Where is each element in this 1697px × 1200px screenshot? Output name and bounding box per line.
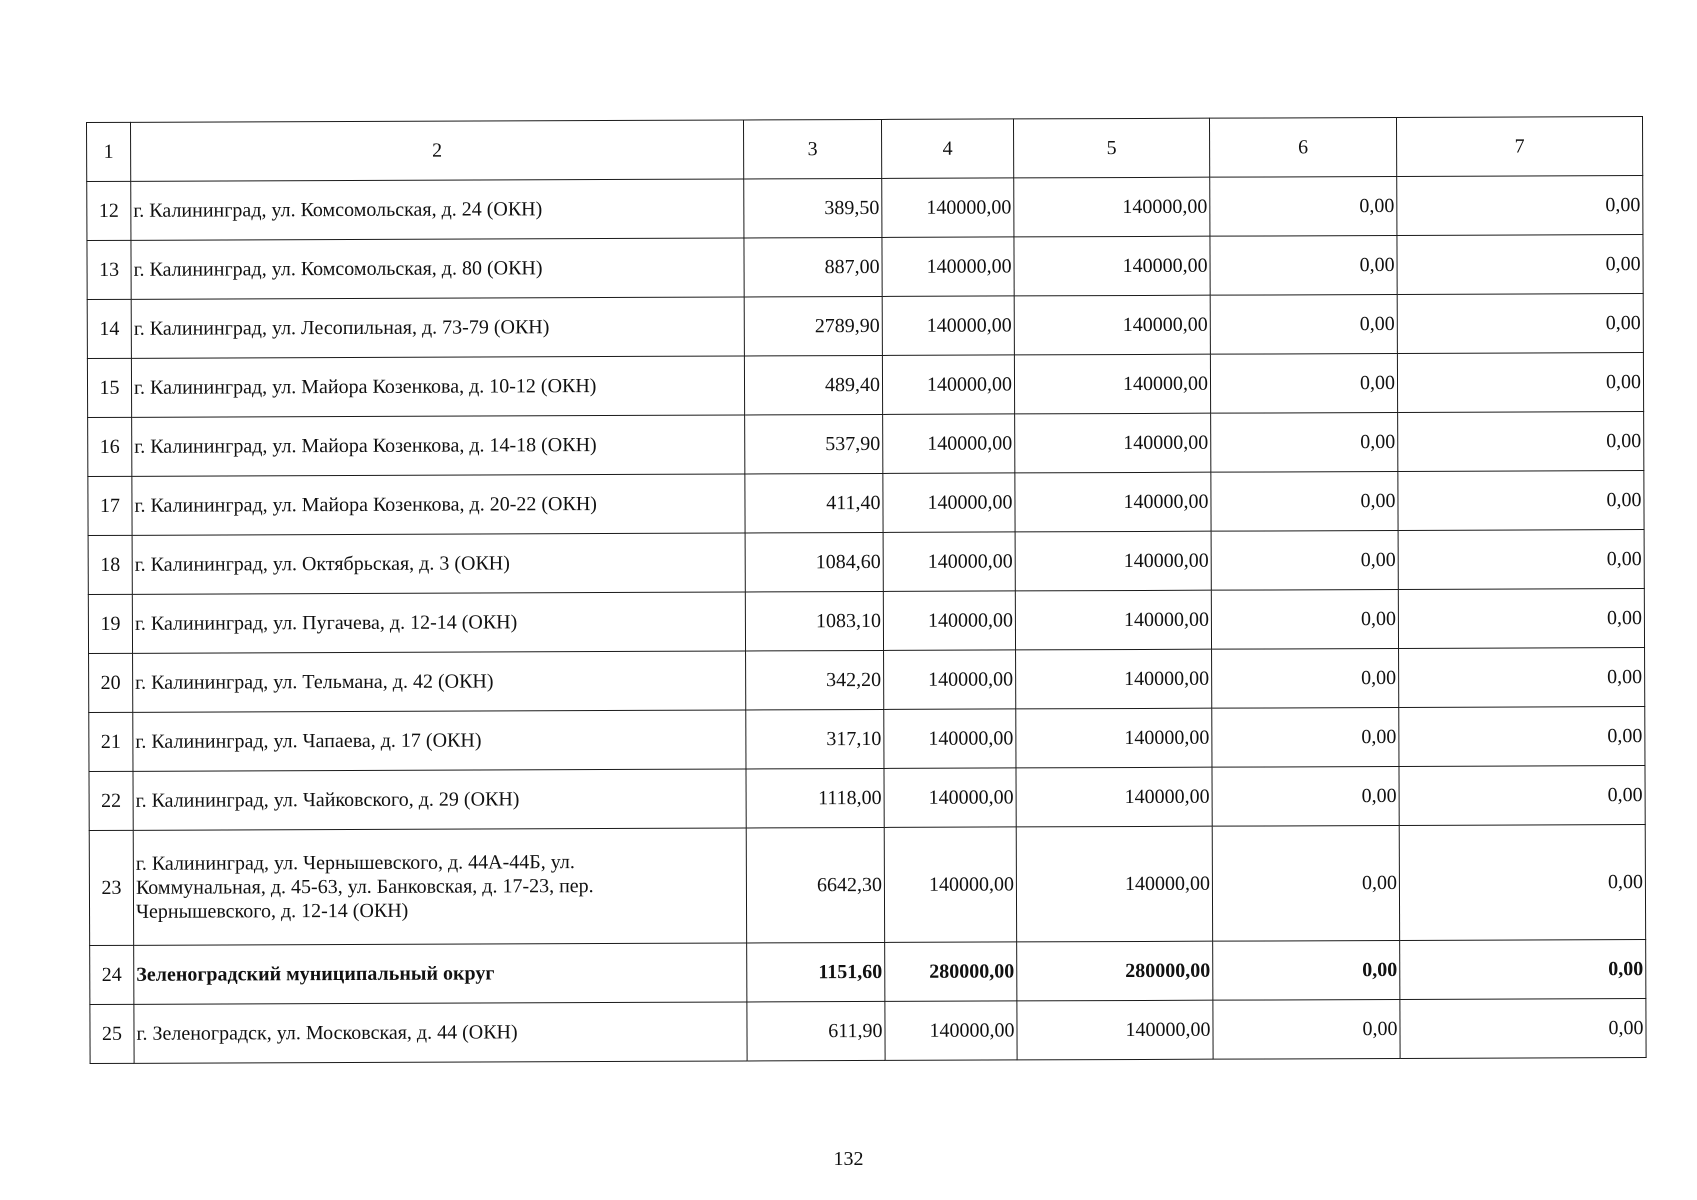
- value-cell: 0,00: [1212, 766, 1399, 826]
- table-row: [89, 766, 1645, 831]
- value-cell: 140000,00: [882, 296, 1014, 356]
- value-cell: 0,00: [1397, 353, 1643, 413]
- value-cell: 0,00: [1212, 648, 1399, 708]
- table-row: [89, 825, 1645, 946]
- value-cell: 0,00: [1211, 412, 1398, 472]
- address-cell: г. Зеленоградск, ул. Московская, д. 44 (ОКН): [134, 1002, 747, 1063]
- value-cell: 140000,00: [884, 709, 1016, 769]
- value-cell: 0,00: [1399, 766, 1645, 826]
- table-row: [87, 176, 1643, 241]
- value-cell: 140000,00: [1015, 413, 1211, 473]
- address-cell: г. Калининград, ул. Тельмана, д. 42 (ОКН): [133, 651, 746, 712]
- value-cell: 140000,00: [1016, 649, 1212, 709]
- value-cell: 0,00: [1213, 940, 1400, 1000]
- value-cell: 0,00: [1210, 235, 1397, 295]
- area-cell: 2789,90: [744, 296, 882, 356]
- value-cell: 0,00: [1211, 471, 1398, 531]
- value-cell: 140000,00: [1014, 354, 1210, 414]
- value-cell: 280000,00: [1017, 941, 1213, 1001]
- table-row: [90, 999, 1646, 1064]
- area-cell: 1118,00: [746, 768, 884, 828]
- row-number: 25: [90, 1004, 134, 1063]
- row-number: 23: [89, 830, 133, 945]
- value-cell: 0,00: [1397, 176, 1643, 236]
- address-cell: г. Калининград, ул. Майора Козенкова, д. 14-18 (ОКН): [132, 415, 745, 476]
- value-cell: 140000,00: [882, 178, 1014, 238]
- value-cell: 0,00: [1400, 940, 1646, 1000]
- value-cell: 0,00: [1399, 648, 1645, 708]
- value-cell: 140000,00: [1014, 177, 1210, 237]
- address-cell: г. Калининград, ул. Майора Козенкова, д. 10-12 (ОКН): [131, 356, 744, 417]
- table-row: [87, 353, 1643, 418]
- row-number: 17: [88, 476, 132, 535]
- value-cell: 140000,00: [882, 237, 1014, 297]
- value-cell: 140000,00: [1015, 472, 1211, 532]
- value-cell: 0,00: [1398, 589, 1644, 649]
- table-row: [88, 589, 1644, 654]
- page-number: 132: [833, 1148, 864, 1170]
- row-number: 21: [89, 712, 133, 771]
- value-cell: 140000,00: [883, 473, 1015, 533]
- table-row-subtotal: [90, 940, 1646, 1005]
- row-number: 13: [87, 240, 131, 299]
- value-cell: 140000,00: [1016, 767, 1212, 827]
- address-cell: г. Калининград, ул. Комсомольская, д. 80 (ОКН): [131, 238, 744, 299]
- row-number: 12: [87, 181, 131, 240]
- value-cell: 140000,00: [1014, 295, 1210, 355]
- row-number: 14: [87, 299, 131, 358]
- area-cell: 887,00: [744, 237, 882, 297]
- area-cell: 1083,10: [745, 591, 883, 651]
- address-cell: г. Калининград, ул. Чапаева, д. 17 (ОКН): [133, 710, 746, 771]
- value-cell: 0,00: [1400, 999, 1646, 1059]
- row-number: 15: [87, 358, 131, 417]
- document-sheet: [86, 122, 1642, 1064]
- table-row: [88, 530, 1644, 595]
- table-row: [88, 471, 1644, 536]
- column-header: 4: [881, 119, 1013, 179]
- value-cell: 140000,00: [883, 532, 1015, 592]
- value-cell: 0,00: [1210, 353, 1397, 413]
- value-cell: 0,00: [1397, 294, 1643, 354]
- value-cell: 0,00: [1212, 825, 1399, 941]
- area-cell: 537,90: [745, 414, 883, 474]
- row-number: 22: [89, 771, 133, 830]
- value-cell: 140000,00: [885, 1001, 1017, 1061]
- value-cell: 0,00: [1212, 707, 1399, 767]
- column-header: 2: [131, 120, 744, 181]
- column-number-header-row: [87, 117, 1643, 182]
- address-cell: г. Калининград, ул. Чернышевского, д. 44А-44Б, ул. Коммунальная, д. 45-63, ул. Банковская, д. 17-23, пер. Чернышевского, д. 12-14 (ОКН): [133, 828, 746, 945]
- register-table: [86, 116, 1647, 1064]
- table-row: [87, 294, 1643, 359]
- value-cell: 0,00: [1399, 707, 1645, 767]
- row-number: 18: [88, 535, 132, 594]
- value-cell: 0,00: [1399, 825, 1645, 941]
- row-number: 16: [88, 417, 132, 476]
- address-cell: г. Калининград, ул. Комсомольская, д. 24 (ОКН): [131, 179, 744, 240]
- value-cell: 140000,00: [1015, 531, 1211, 591]
- value-cell: 140000,00: [884, 827, 1016, 943]
- address-cell: г. Калининград, ул. Пугачева, д. 12-14 (ОКН): [132, 592, 745, 653]
- district-name-cell: Зеленоградский муниципальный округ: [134, 943, 747, 1004]
- column-header: 7: [1396, 117, 1642, 177]
- column-header: 5: [1013, 118, 1209, 178]
- area-cell: 411,40: [745, 473, 883, 533]
- value-cell: 140000,00: [883, 414, 1015, 474]
- column-header: 6: [1209, 117, 1396, 177]
- column-header: 1: [87, 122, 131, 181]
- area-cell: 317,10: [746, 709, 884, 769]
- value-cell: 0,00: [1210, 294, 1397, 354]
- table-row: [88, 412, 1644, 477]
- address-cell: г. Калининград, ул. Майора Козенкова, д. 20-22 (ОКН): [132, 474, 745, 535]
- address-cell: г. Калининград, ул. Лесопильная, д. 73-79 (ОКН): [131, 297, 744, 358]
- value-cell: 0,00: [1211, 589, 1398, 649]
- area-cell: 6642,30: [746, 827, 884, 943]
- row-number: 20: [89, 653, 133, 712]
- value-cell: 0,00: [1397, 235, 1643, 295]
- value-cell: 140000,00: [882, 355, 1014, 415]
- value-cell: 0,00: [1398, 471, 1644, 531]
- value-cell: 140000,00: [1014, 236, 1210, 296]
- area-cell: 1084,60: [745, 532, 883, 592]
- area-cell: 342,20: [746, 650, 884, 710]
- area-cell: 389,50: [744, 178, 882, 238]
- value-cell: 0,00: [1398, 412, 1644, 472]
- value-cell: 0,00: [1210, 176, 1397, 236]
- area-cell: 1151,60: [747, 942, 885, 1002]
- value-cell: 140000,00: [884, 768, 1016, 828]
- table-row: [89, 648, 1645, 713]
- value-cell: 140000,00: [1016, 708, 1212, 768]
- value-cell: 140000,00: [1017, 1000, 1213, 1060]
- address-cell: г. Калининград, ул. Октябрьская, д. 3 (ОКН): [132, 533, 745, 594]
- value-cell: 140000,00: [1015, 590, 1211, 650]
- value-cell: 0,00: [1398, 530, 1644, 590]
- address-cell: г. Калининград, ул. Чайковского, д. 29 (ОКН): [133, 769, 746, 830]
- table-row: [87, 235, 1643, 300]
- value-cell: 0,00: [1211, 530, 1398, 590]
- row-number: 19: [88, 594, 132, 653]
- area-cell: 611,90: [747, 1001, 885, 1061]
- value-cell: 140000,00: [1016, 826, 1212, 942]
- value-cell: 140000,00: [884, 650, 1016, 710]
- row-number: 24: [90, 945, 134, 1004]
- value-cell: 280000,00: [885, 942, 1017, 1002]
- column-header: 3: [743, 119, 881, 179]
- table-row: [89, 707, 1645, 772]
- value-cell: 140000,00: [883, 591, 1015, 651]
- value-cell: 0,00: [1213, 999, 1400, 1059]
- area-cell: 489,40: [744, 355, 882, 415]
